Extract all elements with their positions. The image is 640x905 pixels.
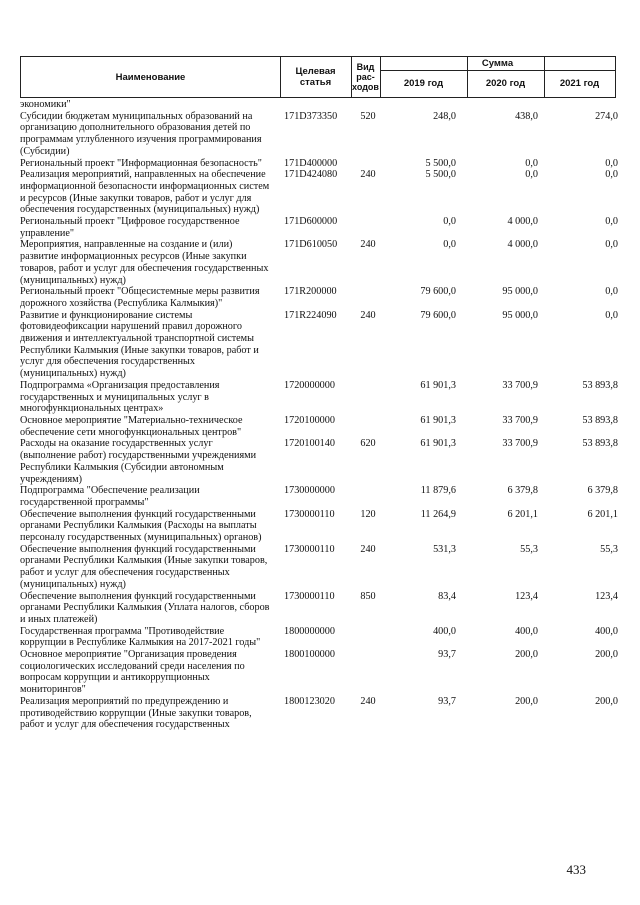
table-row <box>20 111 620 158</box>
row-expense-kind: 520 <box>360 110 376 122</box>
row-sum-2020: 55,3 <box>520 543 538 555</box>
row-sum-2020: 438,0 <box>515 110 538 122</box>
row-name: Обеспечение выполнения функций государственными органами Республики Калмыкия (Уплата налогов, сборов и иных платежей) <box>20 590 270 625</box>
row-target-article: 1720000000 <box>284 379 335 391</box>
row-sum-2019: 61 901,3 <box>420 414 456 426</box>
header-year-2021: 2021 год <box>559 78 600 89</box>
row-name: Государственная программа "Противодействие коррупции в Республике Калмыкия на 2017-2021 годы" <box>20 625 261 649</box>
row-sum-2020: 95 000,0 <box>502 286 538 298</box>
table-row <box>20 696 620 731</box>
row-sum-2019: 93,7 <box>438 649 456 661</box>
row-sum-2019: 79 600,0 <box>420 309 456 321</box>
row-target-article: 1730000110 <box>284 508 335 520</box>
row-sum-2019: 5 500,0 <box>425 169 456 181</box>
row-sum-2020: 33 700,9 <box>502 438 538 450</box>
row-target-article: 1730000000 <box>284 485 335 497</box>
row-sum-2021: 53 893,8 <box>582 414 618 426</box>
row-name: Расходы на оказание государственных услуг (выполнение работ) государственными учреждениями Республики Калмыкия (Субсидии автономным учреждениям) <box>20 438 257 485</box>
row-sum-2019: 11 879,6 <box>420 485 456 497</box>
row-sum-2021: 0,0 <box>605 309 618 321</box>
table-row <box>20 649 620 696</box>
row-sum-2021: 6 379,8 <box>587 485 618 497</box>
budget-table-body <box>20 99 620 731</box>
row-sum-2021: 400,0 <box>595 625 618 637</box>
table-row <box>20 485 620 508</box>
row-sum-2020: 0,0 <box>525 169 538 181</box>
row-name: Обеспечение выполнения функций государственными органами Республики Калмыкия (Иные закупки товаров, работ и услуг для обеспечения государственных (муниципальных) нужд) <box>20 543 268 590</box>
row-sum-2019: 61 901,3 <box>420 379 456 391</box>
table-row <box>20 239 620 286</box>
row-target-article: 1720100140 <box>284 438 335 450</box>
row-target-article: 171D424080 <box>284 169 338 181</box>
row-target-article: 1800123020 <box>284 695 335 707</box>
row-sum-2021: 55,3 <box>600 543 618 555</box>
row-sum-2019: 61 901,3 <box>420 438 456 450</box>
row-sum-2021: 0,0 <box>605 239 618 251</box>
row-name: Мероприятия, направленные на создание и (или) развитие информационных ресурсов (Иные закупки товаров, работ и услуг для обеспечения государственных (муниципальных) нужд) <box>20 239 269 286</box>
row-sum-2020: 33 700,9 <box>502 414 538 426</box>
row-sum-2021: 6 201,1 <box>587 508 618 520</box>
table-row <box>20 310 620 380</box>
row-sum-2020: 4 000,0 <box>507 216 538 228</box>
row-target-article: 1730000110 <box>284 543 335 555</box>
table-row <box>20 591 620 626</box>
row-target-article: 171D610050 <box>284 239 338 251</box>
header-year-2020: 2020 год <box>485 78 526 89</box>
header-year-2019: 2019 год <box>403 78 444 89</box>
table-row <box>20 544 620 591</box>
row-sum-2021: 0,0 <box>605 286 618 298</box>
row-sum-2019: 0,0 <box>443 239 456 251</box>
header-expense-kind: Вид рас- ходов <box>352 62 379 92</box>
row-sum-2020: 200,0 <box>515 649 538 661</box>
header-sum: Сумма <box>481 58 514 69</box>
row-sum-2021: 200,0 <box>595 695 618 707</box>
table-row <box>20 286 620 309</box>
table-row <box>20 99 620 111</box>
row-expense-kind: 850 <box>360 590 376 602</box>
page-number: 433 <box>566 862 586 877</box>
row-target-article: 171D600000 <box>284 216 338 228</box>
row-name: Развитие и функционирование системы фотовидеофиксации нарушений правил дорожного движения и интеллектуальной транспортной системы Республики Калмыкия (Иные закупки товаров, работ и услуг для обеспечения государственных (муниципальных) нужд) <box>20 309 259 380</box>
row-sum-2019: 248,0 <box>433 110 456 122</box>
table-row <box>20 158 620 170</box>
table-row <box>20 509 620 544</box>
table-row <box>20 216 620 239</box>
row-name: Обеспечение выполнения функций государственными органами Республики Калмыкия (Расходы на выплаты персоналу государственных (муниципальных) органов) <box>20 508 262 544</box>
row-sum-2019: 79 600,0 <box>420 286 456 298</box>
table-header <box>20 56 616 98</box>
row-name: Основное мероприятие "Материально-техническое обеспечение сети многофункциональных центров" <box>20 414 243 438</box>
row-sum-2020: 6 201,1 <box>507 508 538 520</box>
row-sum-2019: 11 264,9 <box>420 508 456 520</box>
row-sum-2020: 33 700,9 <box>502 379 538 391</box>
row-sum-2020: 200,0 <box>515 695 538 707</box>
table-row <box>20 380 620 415</box>
row-sum-2021: 53 893,8 <box>582 438 618 450</box>
row-name: Реализация мероприятий по предупреждению и противодействию коррупции (Иные закупки товаров, работ и услуг для обеспечения государственных <box>20 695 252 731</box>
row-expense-kind: 620 <box>360 438 376 450</box>
table-row <box>20 415 620 438</box>
row-sum-2020: 6 379,8 <box>507 485 538 497</box>
row-name: Региональный проект "Общесистемные меры развития дорожного хозяйства (Республика Калмыкия)" <box>20 286 260 309</box>
row-expense-kind: 120 <box>360 508 376 520</box>
header-name: Наименование <box>115 71 186 83</box>
row-name: Региональный проект "Информационная безопасность" <box>20 157 262 169</box>
row-sum-2020: 95 000,0 <box>502 309 538 321</box>
row-sum-2019: 0,0 <box>443 216 456 228</box>
row-expense-kind: 240 <box>360 239 376 251</box>
row-target-article: 171D400000 <box>284 157 338 169</box>
row-sum-2021: 53 893,8 <box>582 379 618 391</box>
row-name: Региональный проект "Цифровое государственное управление" <box>20 216 240 239</box>
row-expense-kind: 240 <box>360 543 376 555</box>
header-target-article: Целевая статья <box>295 66 336 88</box>
row-sum-2019: 5 500,0 <box>425 157 456 169</box>
row-sum-2021: 123,4 <box>595 590 618 602</box>
table-row <box>20 438 620 485</box>
row-sum-2021: 200,0 <box>595 649 618 661</box>
row-name: Реализация мероприятий, направленных на обеспечение информационной безопасности информационных систем и ресурсов (Иные закупки товаров, работ и услуг для обеспечения государственных (муниципальных) нужд) <box>20 169 270 216</box>
row-target-article: 171R224090 <box>284 309 337 321</box>
row-sum-2019: 93,7 <box>438 695 456 707</box>
row-target-article: 1730000110 <box>284 590 335 602</box>
row-name: Основное мероприятие "Организация проведения социологических исследований среди населения по вопросам коррупции и антикоррупционных мониторингов" <box>20 649 245 696</box>
row-sum-2021: 0,0 <box>605 169 618 181</box>
row-sum-2020: 123,4 <box>515 590 538 602</box>
row-sum-2021: 274,0 <box>595 110 618 122</box>
table-row <box>20 169 620 216</box>
row-target-article: 171D373350 <box>284 110 338 122</box>
row-target-article: 1800000000 <box>284 625 335 637</box>
row-sum-2021: 0,0 <box>605 216 618 228</box>
row-name: Субсидии бюджетам муниципальных образований на организацию дополнительного образования детей по программам углубленного изучения программирования (Субсидии) <box>20 110 262 157</box>
row-expense-kind: 240 <box>360 695 376 707</box>
row-expense-kind: 240 <box>360 169 376 181</box>
row-sum-2020: 0,0 <box>525 157 538 169</box>
row-sum-2020: 400,0 <box>515 625 538 637</box>
row-sum-2019: 531,3 <box>433 543 456 555</box>
row-name: Подпрограмма «Организация предоставления государственных и муниципальных услуг в многофункциональных центрах» <box>20 379 220 415</box>
row-expense-kind: 240 <box>360 309 376 321</box>
row-sum-2019: 83,4 <box>438 590 456 602</box>
row-name: экономики" <box>20 99 71 110</box>
table-row <box>20 626 620 649</box>
row-target-article: 171R200000 <box>284 286 337 298</box>
row-sum-2020: 4 000,0 <box>507 239 538 251</box>
row-target-article: 1800100000 <box>284 649 335 661</box>
row-target-article: 1720100000 <box>284 414 335 426</box>
row-sum-2021: 0,0 <box>605 157 618 169</box>
row-name: Подпрограмма "Обеспечение реализации государственной программы" <box>20 485 200 508</box>
row-sum-2019: 400,0 <box>433 625 456 637</box>
